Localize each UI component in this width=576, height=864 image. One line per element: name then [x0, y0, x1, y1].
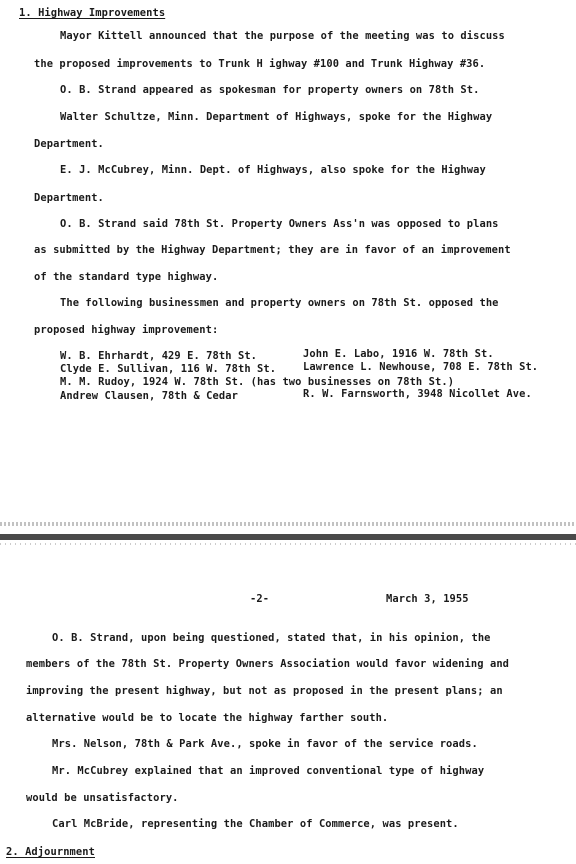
- paragraph-line: O. B. Strand said 78th St. Property Owners Ass'n was opposed to plans: [60, 218, 499, 230]
- paragraph-line: O. B. Strand appeared as spokesman for property owners on 78th St.: [60, 84, 480, 96]
- paragraph-line: Mr. McCubrey explained that an improved conventional type of highway: [52, 765, 485, 777]
- paragraph-line: Mrs. Nelson, 78th & Park Ave., spoke in favor of the service roads.: [52, 738, 478, 750]
- paragraph-line: Department.: [34, 192, 104, 204]
- page-number: -2-: [250, 593, 270, 605]
- page-separator: [0, 534, 576, 540]
- name-entry: Andrew Clausen, 78th & Cedar: [60, 390, 238, 402]
- paragraph-line: proposed highway improvement:: [34, 324, 219, 336]
- paragraph-line: of the standard type highway.: [34, 271, 219, 283]
- meeting-date: March 3, 1955: [386, 593, 469, 605]
- page-separator-noise: [0, 522, 576, 526]
- paragraph-line: as submitted by the Highway Department; they are in favor of an improvement: [34, 244, 511, 256]
- section-heading-adjournment: 2. Adjournment: [6, 846, 95, 858]
- paragraph-line: improving the present highway, but not as proposed in the present plans; an: [26, 685, 503, 697]
- paragraph-line: members of the 78th St. Property Owners Association would favor widening and: [26, 658, 510, 670]
- name-entry: John E. Labo, 1916 W. 78th St.: [303, 348, 494, 360]
- paragraph-line: would be unsatisfactory.: [26, 792, 179, 804]
- paragraph-line: E. J. McCubrey, Minn. Dept. of Highways, also spoke for the Highway: [60, 164, 486, 176]
- paragraph-line: Walter Schultze, Minn. Department of Highways, spoke for the Highway: [60, 111, 493, 123]
- paragraph-line: Carl McBride, representing the Chamber of Commerce, was present.: [52, 818, 459, 830]
- name-entry: M. M. Rudoy, 1924 W. 78th St. (has two businesses on 78th St.): [60, 376, 455, 388]
- paragraph-line: the proposed improvements to Trunk H ighway #100 and Trunk Highway #36.: [34, 58, 486, 70]
- paragraph-line: Department.: [34, 138, 104, 150]
- paragraph-line: O. B. Strand, upon being questioned, stated that, in his opinion, the: [52, 632, 491, 644]
- paragraph-line: The following businessmen and property owners on 78th St. opposed the: [60, 297, 499, 309]
- name-entry: Lawrence L. Newhouse, 708 E. 78th St.: [303, 361, 539, 373]
- name-entry: Clyde E. Sullivan, 116 W. 78th St.: [60, 363, 277, 375]
- name-entry: R. W. Farnsworth, 3948 Nicollet Ave.: [303, 388, 532, 400]
- paragraph-line: alternative would be to locate the highway farther south.: [26, 712, 389, 724]
- page-separator-noise: [0, 543, 576, 545]
- section-heading-highway-improvements: 1. Highway Improvements: [19, 7, 166, 19]
- name-entry: W. B. Ehrhardt, 429 E. 78th St.: [60, 350, 258, 362]
- paragraph-line: Mayor Kittell announced that the purpose of the meeting was to discuss: [60, 30, 505, 42]
